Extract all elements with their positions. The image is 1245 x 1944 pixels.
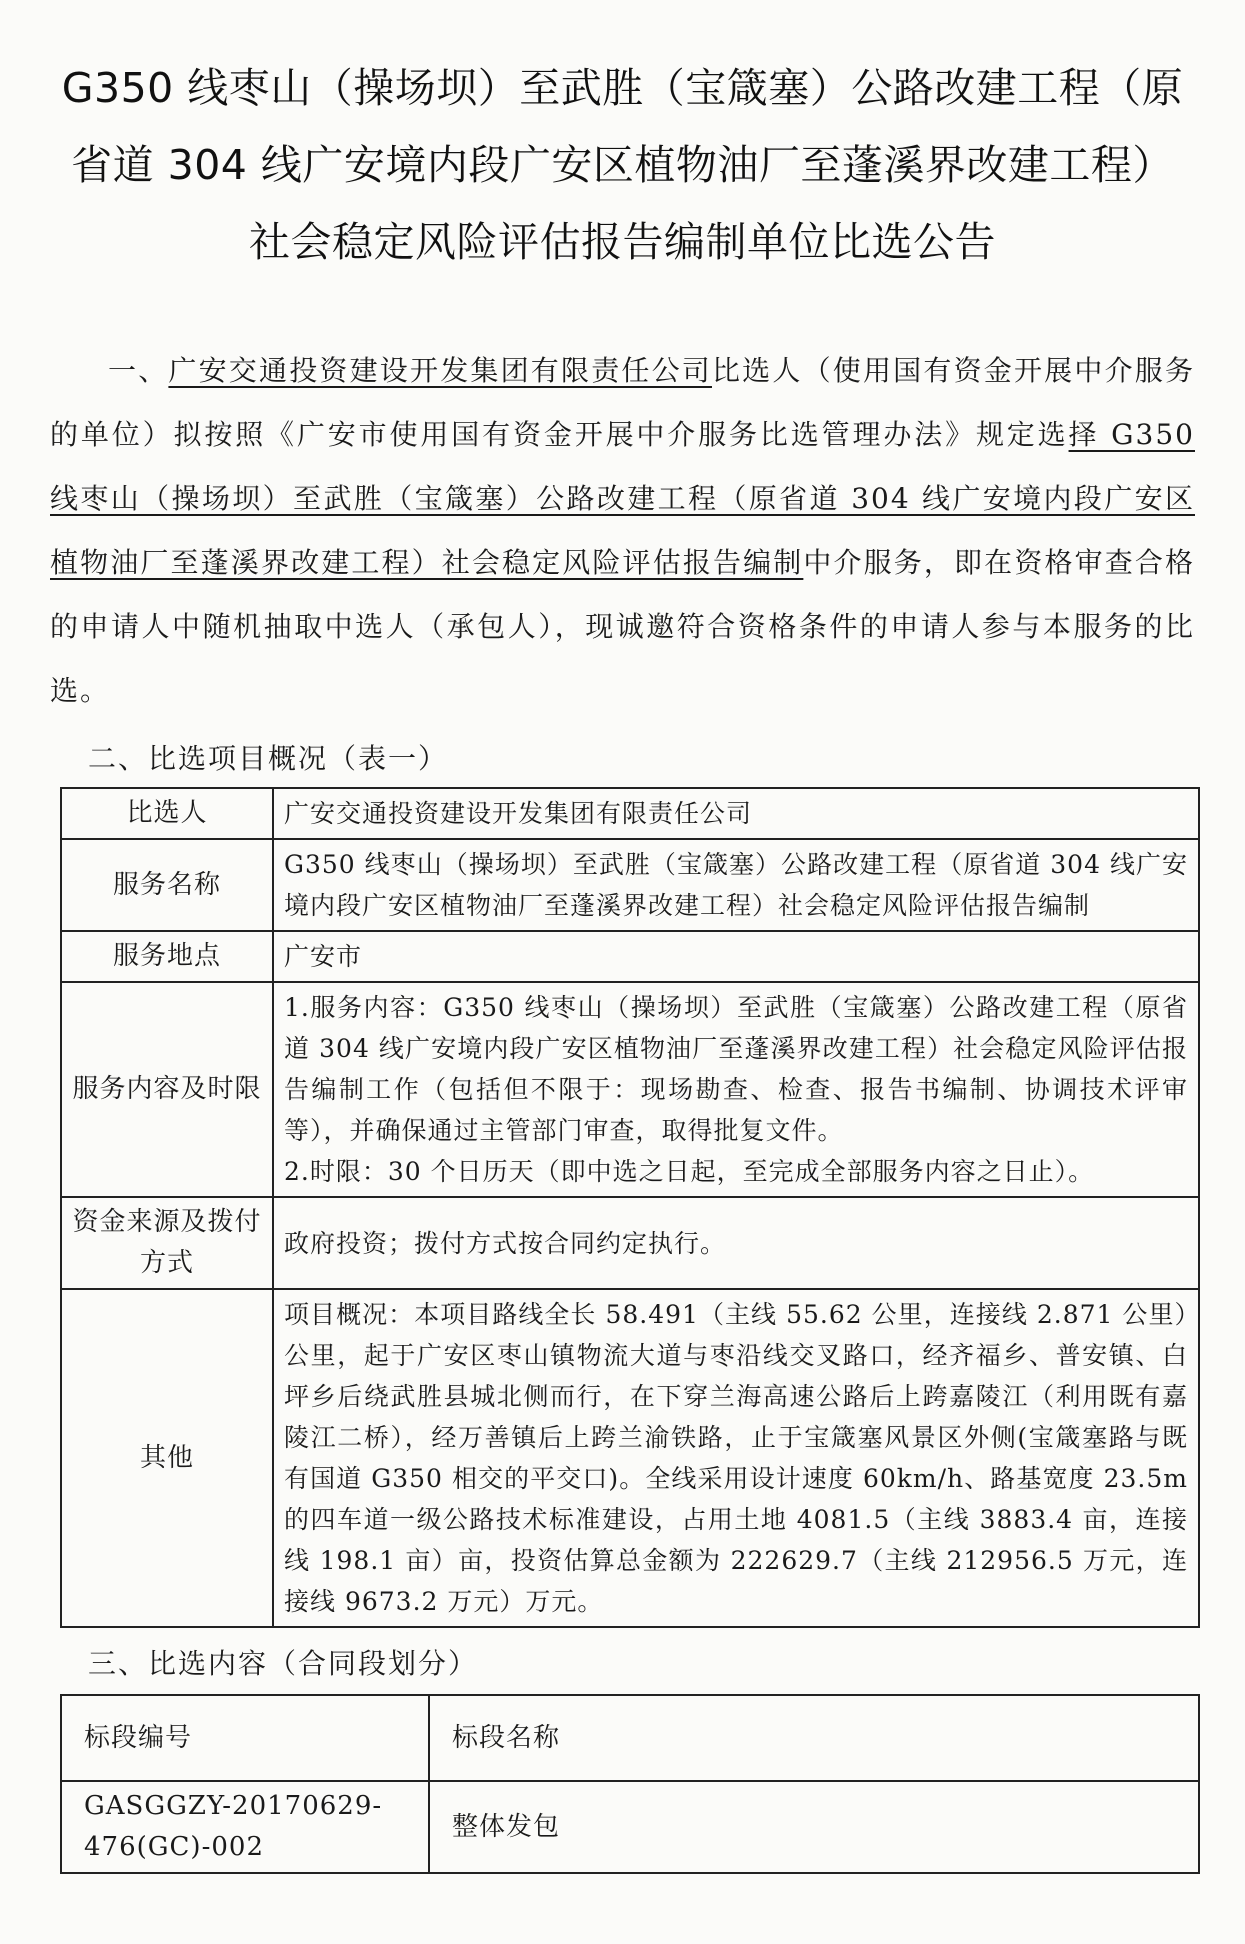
section-3-heading: 三、比选内容（合同段划分）: [88, 1647, 479, 1680]
table-row: [61, 839, 1199, 931]
row-value: G350 线枣山（操场坝）至武胜（宝箴塞）公路改建工程（原省道 304 线广安境内段广安区植物油厂至蓬溪界改建工程）社会稳定风险评估报告编制: [273, 839, 1199, 931]
row-value: 项目概况：本项目路线全长 58.491（主线 55.62 公里，连接线 2.871 公里）公里，起于广安区枣山镇物流大道与枣沿线交叉路口，经齐福乡、普安镇、白坪乡后绕武胜县城北侧而行，在下穿兰海高速公路后上跨嘉陵江（利用既有嘉陵江二桥），经万善镇后上跨兰渝铁路，止于宝箴塞风景区外侧(宝箴塞路与既有国道 G350 相交的平交口)。全线采用设计速度 60km/h、路基宽度 23.5m 的四车道一级公路技术标准建设，占用土地 4081.5（主线 3883.4 亩，连接线 198.1 亩）亩，投资估算总金额为 222629.7（主线 212956.5 万元，连接线 9673.2 万元）万元。: [273, 1289, 1199, 1627]
table-row: [61, 788, 1199, 839]
row-value: [273, 982, 1199, 1197]
table-row: [61, 982, 1199, 1197]
section-1-paragraph: [50, 339, 1195, 723]
project-name: 择 G350 线枣山（操场坝）至武胜（宝箴塞）公路改建工程（原省道 304 线广安境内段广安区植物油厂至蓬溪界改建工程）社会稳定风险评估报告编制: [50, 418, 1195, 579]
table-row: [61, 931, 1199, 982]
table-row: [61, 1197, 1199, 1289]
document-title: [50, 50, 1195, 281]
row-label: 比选人: [61, 788, 273, 839]
table-row: [61, 1289, 1199, 1627]
row-label: 资金来源及拨付方式: [61, 1197, 273, 1289]
header-section-name: 标段名称: [429, 1695, 1199, 1781]
table-row: [61, 1781, 1199, 1873]
row-value: 广安交通投资建设开发集团有限责任公司: [273, 788, 1199, 839]
section-code: GASGGZY-20170629-476(GC)-002: [61, 1781, 429, 1873]
title-line-2: 省道 304 线广安境内段广安区植物油厂至蓬溪界改建工程）: [71, 141, 1174, 189]
section-2-heading: 二、比选项目概况（表一）: [88, 742, 449, 775]
row-label: 其他: [61, 1289, 273, 1627]
contract-section-table: [60, 1694, 1200, 1874]
title-line-3: 社会稳定风险评估报告编制单位比选公告: [249, 218, 996, 266]
section-1-text-1: 比选人（使用国有资金开展中介服务的单位）拟按照《广安市使用国有资金开展中介服务比选管理办法》规定选: [50, 354, 1195, 451]
row-label: 服务内容及时限: [61, 982, 273, 1197]
row-value: 政府投资；拨付方式按合同约定执行。: [273, 1197, 1199, 1289]
service-period-text: 2.时限：30 个日历天（即中选之日起，至完成全部服务内容之日止）。: [284, 1157, 1095, 1186]
row-value: 广安市: [273, 931, 1199, 982]
project-overview-table: [60, 787, 1200, 1628]
service-content-text: 1.服务内容：G350 线枣山（操场坝）至武胜（宝箴塞）公路改建工程（原省道 304 线广安境内段广安区植物油厂至蓬溪界改建工程）社会稳定风险评估报告编制工作（包括但不限于：现场勘查、检查、报告书编制、协调技术评审等），并确保通过主管部门审查，取得批复文件。: [284, 993, 1188, 1145]
table-header-row: [61, 1695, 1199, 1781]
title-line-1: G350 线枣山（操场坝）至武胜（宝箴塞）公路改建工程（原: [61, 64, 1184, 112]
header-section-code: 标段编号: [61, 1695, 429, 1781]
section-name: 整体发包: [429, 1781, 1199, 1873]
purchaser-company: 广安交通投资建设开发集团有限责任公司: [168, 354, 712, 387]
section-1-prefix: 一、: [108, 354, 169, 387]
row-label: 服务名称: [61, 839, 273, 931]
section-1-text-2: 中介服务，即在资格审查合格的申请人中随机抽取中选人（承包人），现诚邀符合资格条件的申请人参与本服务的比选。: [50, 546, 1195, 707]
row-label: 服务地点: [61, 931, 273, 982]
